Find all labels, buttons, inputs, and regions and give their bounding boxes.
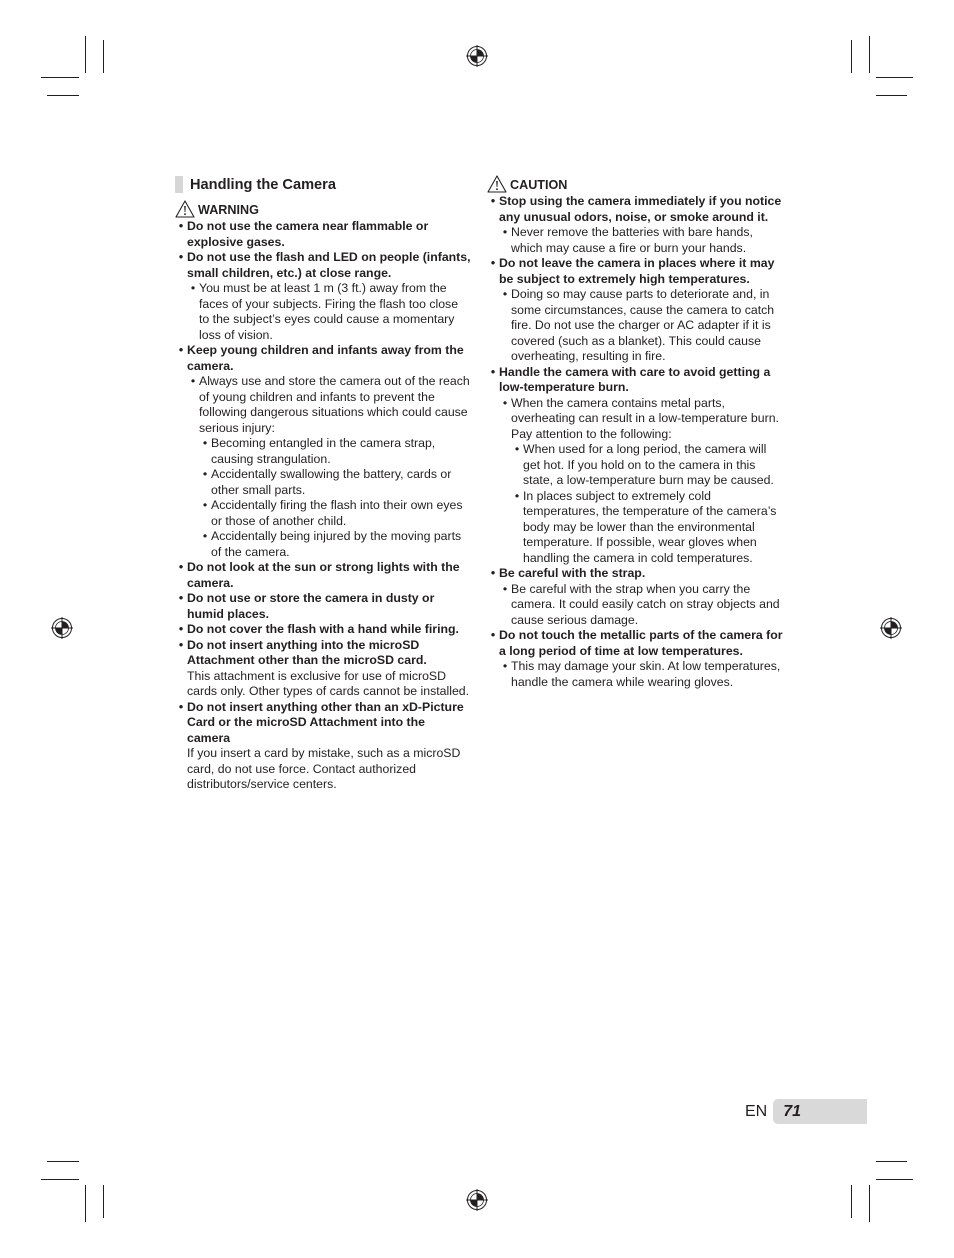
list-item-text: Do not look at the sun or strong lights with the camera. [187,560,460,590]
list-item-text: Be careful with the strap. [499,566,646,580]
bullet-icon: • [490,628,496,642]
list-item [175,700,471,747]
sub-list-item [175,281,471,343]
sub-sub-list-item [175,467,471,498]
list-item-text: Becoming entangled in the camera strap, causing strangulation. [211,436,436,466]
bullet-icon: • [502,287,508,301]
list-item-text: Do not use the camera near flammable or explosive gases. [187,219,429,249]
list-item-text: Always use and store the camera out of the reach of young children and infants to prevent the following dangerous situations which could cause serious injury: [199,374,470,435]
list-item-text: Do not touch the metallic parts of the camera for a long period of time at low temperatures. [499,628,783,658]
list-item [175,638,471,669]
list-item-note: If you insert a card by mistake, such as a microSD card, do not use force. Contact authorized distributors/service centers. [187,746,461,791]
list-item-text: Stop using the camera immediately if you notice any unusual odors, noise, or smoke around it. [499,194,782,224]
bullet-icon: • [490,364,496,379]
list-item [487,628,783,659]
bullet-icon: • [490,566,496,580]
list-item [175,591,471,622]
list-item [487,566,783,582]
page-number: 71 [783,1102,802,1120]
list-item [175,560,471,591]
bullet-icon: • [514,488,520,503]
crop-mark [876,95,907,96]
list-item-text: This may damage your skin. At low temperatures, handle the camera while wearing gloves. [511,659,781,689]
caution-heading [487,175,783,193]
crop-mark [869,1185,870,1222]
bullet-icon: • [202,436,208,450]
list-item-text: Never remove the batteries with bare hands, which may cause a fire or burn your hands. [511,225,753,255]
registration-mark-icon [466,45,488,67]
sub-sub-list-item [175,498,471,529]
list-item-text: Do not cover the flash with a hand while firing. [187,622,459,636]
sub-sub-list-item [487,442,783,489]
list-item-text: When the camera contains metal parts, overheating can result in a low-temperature burn. Pay attention to the following: [511,395,779,441]
sub-list-item [175,374,471,436]
left-column [175,175,471,793]
bullet-icon: • [502,659,508,673]
page-number-tab [773,1099,867,1124]
list-item-text: Do not leave the camera in places where it may be subject to extremely high temperatures. [499,256,775,286]
bullet-icon: • [178,622,184,636]
registration-mark-icon [466,1189,488,1211]
crop-mark [47,95,79,96]
list-item-text: Accidentally swallowing the battery, cards or other small parts. [211,467,452,497]
caution-label: CAUTION [510,177,568,192]
page-footer [745,1099,867,1124]
sub-list-item [487,225,783,256]
crop-mark [869,36,870,73]
list-item [175,343,471,374]
crop-mark [876,1161,907,1162]
crop-mark [41,77,79,78]
sub-list-item [487,396,783,443]
list-item [487,194,783,225]
crop-mark [103,40,104,73]
sub-list-item [487,287,783,365]
sub-list-item [487,659,783,690]
language-label: EN [745,1102,768,1120]
list-item-text: Handle the camera with care to avoid getting a low-temperature burn. [499,364,771,394]
crop-mark [876,1179,913,1180]
bullet-icon: • [178,343,184,357]
bullet-icon: • [502,395,508,410]
sub-sub-list-item [175,436,471,467]
bullet-icon: • [502,581,508,596]
bullet-icon: • [202,467,208,481]
list-item-text: Doing so may cause parts to deteriorate and, in some circumstances, cause the camera to catch fire. Do not use the charger or AC adapter if it is covered (such as a blanket). This could cause overheating, resulting in fire. [511,287,775,363]
list-item [175,250,471,281]
list-item-text: Do not use or store the camera in dusty or humid places. [187,591,435,621]
sub-sub-list-item [175,529,471,560]
section-title: Handling the Camera [175,175,471,195]
bullet-icon: • [490,194,496,208]
list-item-text: Do not insert anything other than an xD-Picture Card or the microSD Attachment into the camera [187,699,464,745]
list-item [487,256,783,287]
warning-label: WARNING [198,202,259,217]
crop-mark [876,77,913,78]
bullet-icon: • [178,699,184,714]
bullet-icon: • [490,256,496,270]
right-column [487,175,783,690]
bullet-icon: • [178,591,184,605]
list-item [175,622,471,638]
list-item-note: This attachment is exclusive for use of microSD cards only. Other types of cards cannot be installed. [187,668,470,698]
list-item-text: Accidentally firing the flash into their own eyes or those of another child. [211,498,463,528]
bullet-icon: • [202,498,208,512]
warning-list [175,219,471,793]
crop-mark [851,40,852,73]
warning-triangle-icon [175,200,195,218]
warning-heading [175,200,471,218]
bullet-icon: • [502,225,508,239]
crop-mark [85,1185,86,1222]
crop-mark [85,36,86,73]
list-item [175,219,471,250]
bullet-icon: • [178,637,184,652]
bullet-icon: • [514,442,520,456]
bullet-icon: • [202,529,208,543]
registration-mark-icon [880,617,902,639]
crop-mark [103,1185,104,1218]
crop-mark [41,1179,79,1180]
list-item-text: Do not use the flash and LED on people (infants, small children, etc.) at close range. [187,250,471,280]
crop-mark [47,1161,79,1162]
sub-sub-list-item [487,489,783,567]
crop-mark [851,1185,852,1218]
bullet-icon: • [190,374,196,388]
caution-triangle-icon [487,175,507,193]
list-item-text: You must be at least 1 m (3 ft.) away from the faces of your subjects. Firing the flash too close to the subject’s eyes could cause a momentary loss of vision. [199,281,459,342]
caution-list [487,194,783,690]
list-item-text: Do not insert anything into the microSD Attachment other than the microSD card. [187,637,427,667]
sub-list-item [487,582,783,629]
list-item-text: When used for a long period, the camera will get hot. If you hold on to the camera in this state, a low-temperature burn may be caused. [523,442,774,487]
list-item-text: Accidentally being injured by the moving parts of the camera. [211,529,462,559]
bullet-icon: • [178,219,184,233]
list-item-text: Keep young children and infants away from the camera. [187,343,464,373]
registration-mark-icon [51,617,73,639]
list-item-text: In places subject to extremely cold temperatures, the temperature of the camera’s body may be lower than the environmental temperature. If possible, wear gloves when handling the camera in cold temperatures. [523,488,777,565]
bullet-icon: • [178,560,184,574]
list-item [487,365,783,396]
bullet-icon: • [178,250,184,264]
list-item-text: Be careful with the strap when you carry the camera. It could easily catch on stray objects and cause serious damage. [511,581,780,627]
bullet-icon: • [190,281,196,295]
